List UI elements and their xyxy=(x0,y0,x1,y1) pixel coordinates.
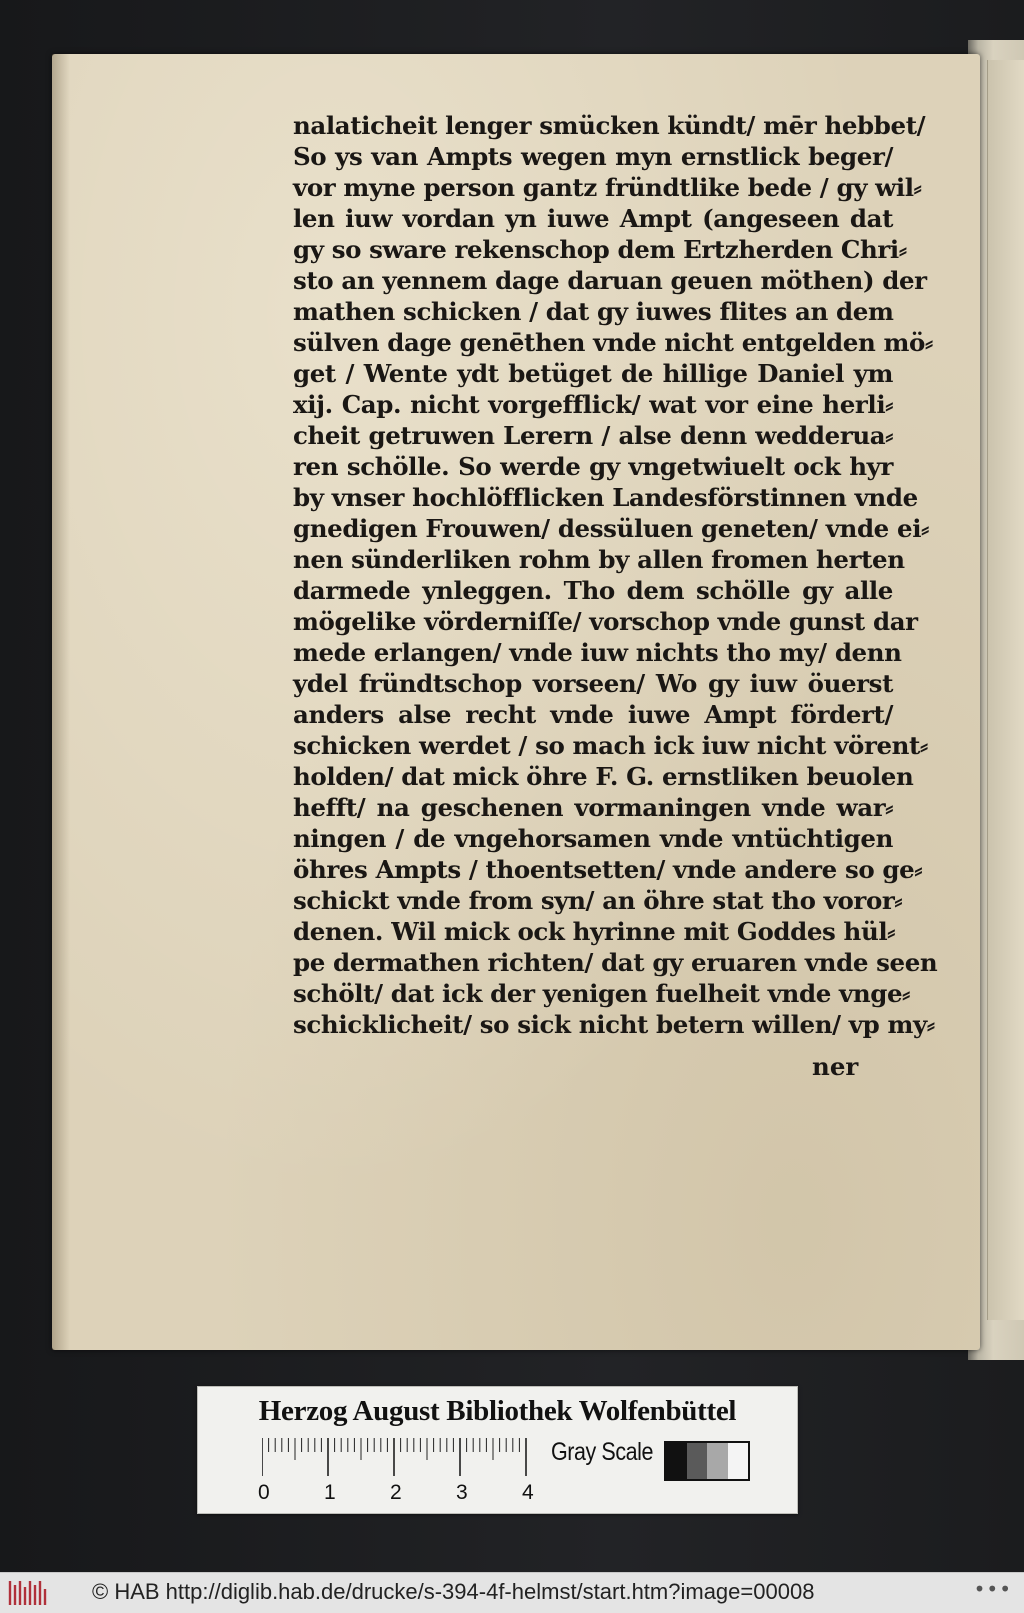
copyright-url-text[interactable]: © HAB http://diglib.hab.de/drucke/s-394-4f-helmst/start.htm?image=00008 xyxy=(92,1579,815,1604)
next-page-edge-inner xyxy=(987,60,1024,1320)
text-line: len iuw vordan yn iuwe Ampt (angeseen dat xyxy=(293,204,893,233)
text-line: gy so sware rekenschop dem Ertzherden Chri⸗ xyxy=(293,235,907,264)
text-line: schölt/ dat ick der yenigen fuelheit vnde vnge⸗ xyxy=(293,979,910,1008)
grayscale-label: Gray Scale xyxy=(551,1438,654,1466)
text-line: schickt vnde from syn/ an öhre stat tho voror⸗ xyxy=(293,886,903,915)
hab-logo-icon xyxy=(6,1577,48,1609)
grayscale-swatch xyxy=(728,1443,749,1479)
text-line: schicken werdet / so mach ick iuw nicht vörent⸗ xyxy=(293,731,928,760)
ruler-scale xyxy=(262,1438,540,1478)
text-line: hefft/ na geschenen vormaningen vnde war⸗ xyxy=(293,793,893,822)
text-line: darmede ynleggen. Tho dem schölle gy alle xyxy=(293,576,893,605)
catchword: ner xyxy=(812,1052,859,1081)
grayscale-swatch xyxy=(687,1443,708,1479)
footer-bar xyxy=(0,1572,1024,1613)
grayscale-swatch xyxy=(666,1443,687,1479)
text-line: cheit getruwen Lerern / alse denn wedderua⸗ xyxy=(293,421,893,450)
page-gutter-shadow xyxy=(52,54,70,1350)
text-line: öhres Ampts / thoentsetten/ vnde andere so ge⸗ xyxy=(293,855,923,884)
page-text-block xyxy=(293,110,938,1040)
text-line: xij. Cap. nicht vorgefflick/ wat vor eine herli⸗ xyxy=(293,390,893,419)
text-line: by vnser hochlöfflicken Landesförstinnen vnde xyxy=(293,483,918,512)
text-line: ningen / de vngehorsamen vnde vntüchtigen xyxy=(293,824,893,853)
library-name: Herzog August Bibliothek Wolfenbüttel xyxy=(258,1395,737,1427)
text-line: mögelike vörderniſſe/ vorschop vnde gunst dar xyxy=(293,607,918,636)
text-line: mede erlangen/ vnde iuw nichts tho my/ denn xyxy=(293,638,902,667)
text-line: mathen schicken / dat gy iuwes flites an dem xyxy=(293,297,894,326)
ruler-numbers xyxy=(252,1481,552,1507)
text-line: pe dermathen richten/ dat gy eruaren vnde seen xyxy=(293,948,938,977)
text-line: denen. Wil mick ock hyrinne mit Goddes hül⸗ xyxy=(293,917,896,946)
ruler-number: 2 xyxy=(390,1481,402,1504)
ruler-number: 4 xyxy=(522,1481,534,1504)
text-line: sülven dage genēthen vnde nicht entgelden mö⸗ xyxy=(293,328,933,357)
text-line: nen sünderliken rohm by allen fromen herten xyxy=(293,545,905,574)
more-icon[interactable]: ••• xyxy=(973,1577,1012,1601)
text-line: ren schölle. So werde gy vngetwiuelt ock hyr xyxy=(293,452,893,481)
ruler-number: 1 xyxy=(324,1481,336,1504)
text-line: vor myne person gantz fründtlike bede / gy wil⸗ xyxy=(293,173,922,202)
text-line: get / Wente ydt betüget de hillige Daniel ym xyxy=(293,359,893,388)
grayscale-bar xyxy=(664,1441,750,1481)
text-line: holden/ dat mick öhre F. G. ernstliken beuolen xyxy=(293,762,914,791)
ruler-number: 3 xyxy=(456,1481,468,1504)
text-line: schicklicheit/ so sick nicht betern willen/ vp my⸗ xyxy=(293,1010,935,1039)
text-line: ydel fründtschop vorseen/ Wo gy iuw öuerst xyxy=(293,669,893,698)
text-line: anders alse recht vnde iuwe Ampt fördert/ xyxy=(293,700,893,729)
grayscale-swatch xyxy=(707,1443,728,1479)
text-line: So ys van Ampts wegen myn ernstlick beger/ xyxy=(293,142,893,171)
text-line: gnedigen Frouwen/ dessüluen geneten/ vnde ei⸗ xyxy=(293,514,929,543)
text-line: nalaticheit lenger smücken kündt/ mēr hebbet/ xyxy=(293,111,926,140)
text-line: sto an yennem dage daruan geuen möthen) der xyxy=(293,266,927,295)
ruler-number: 0 xyxy=(258,1481,270,1504)
